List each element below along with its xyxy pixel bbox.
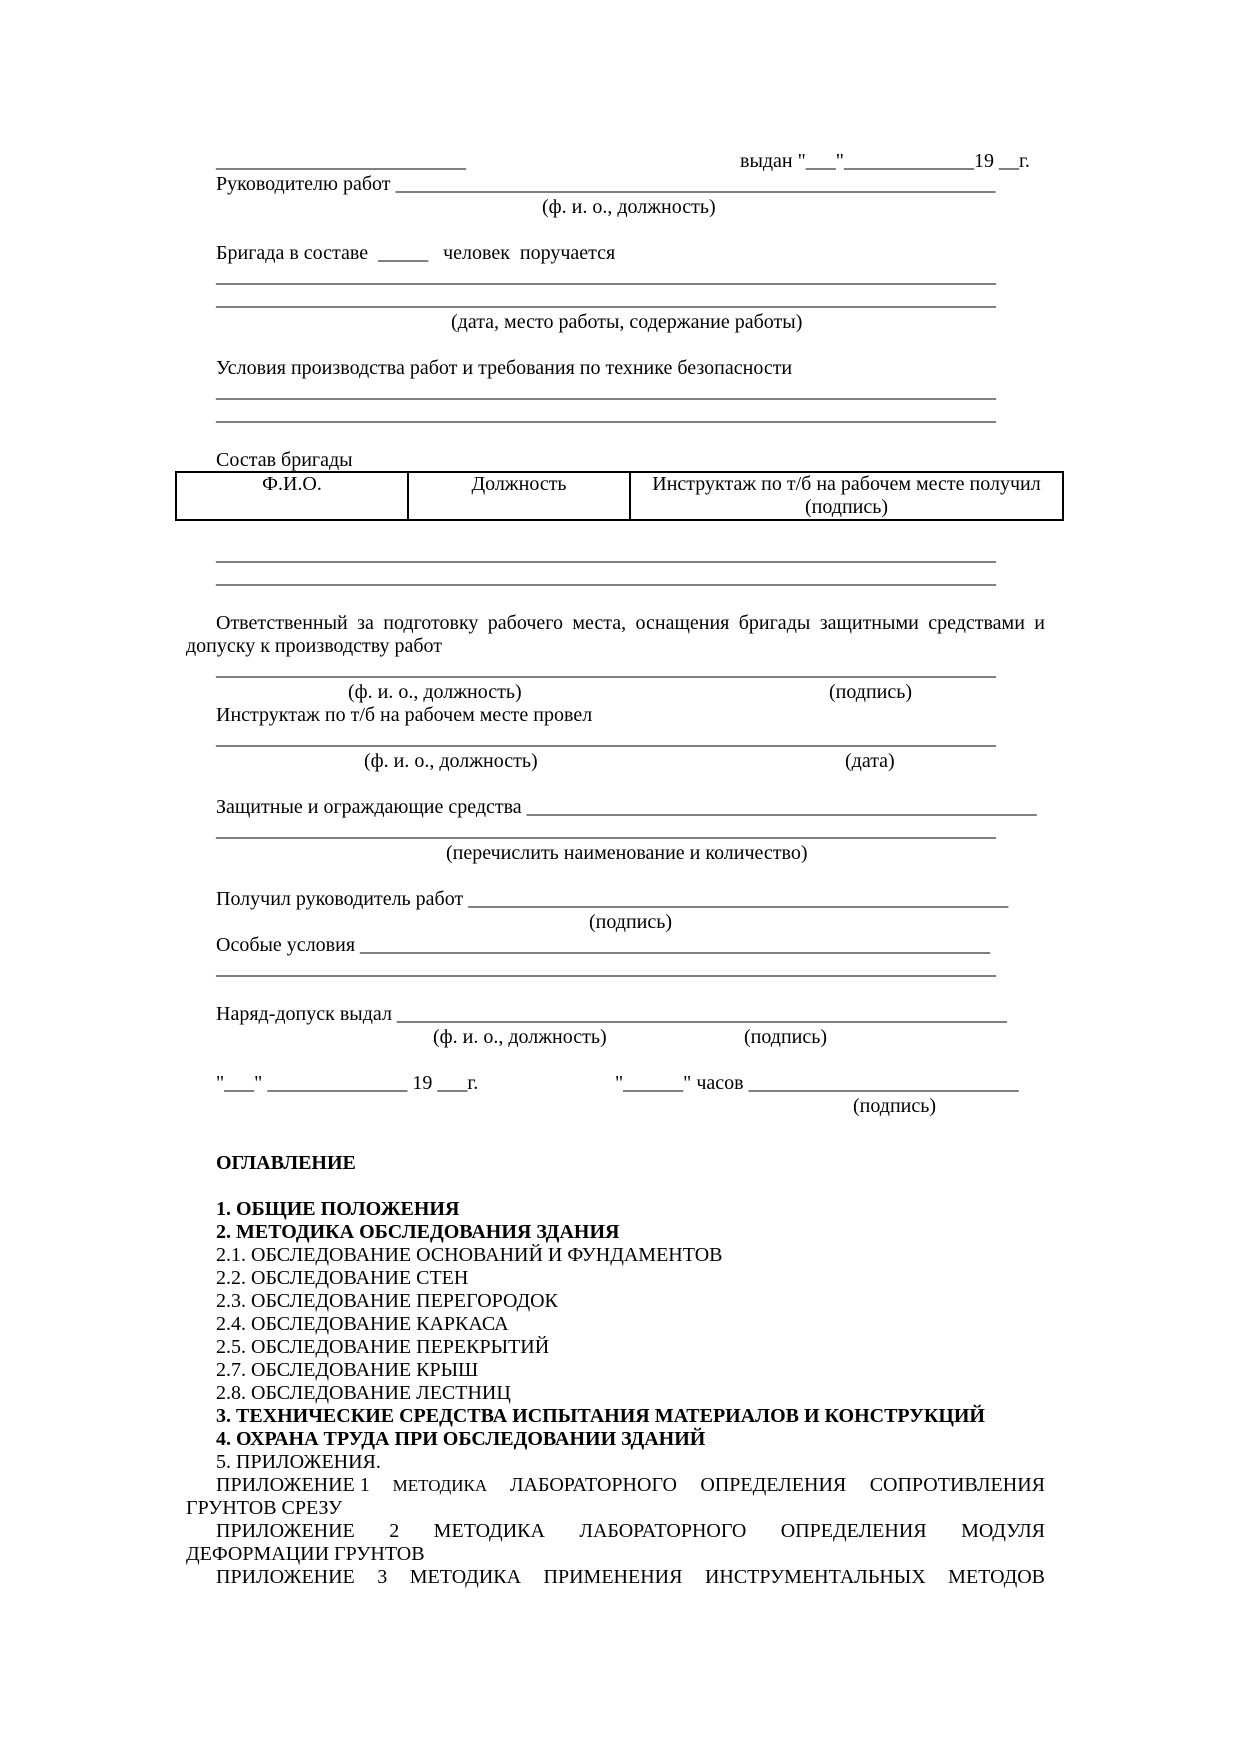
briefing-label: Инструктаж по т/б на рабочем месте провел (216, 704, 593, 726)
toc-item: 4. ОХРАНА ТРУДА ПРИ ОБСЛЕДОВАНИИ ЗДАНИЙ (216, 1428, 706, 1450)
toc-item: 2.5. ОБСЛЕДОВАНИЕ ПЕРЕКРЫТИЙ (216, 1336, 550, 1358)
received-line: Получил руководитель работ ______________________________________________________ (216, 888, 1009, 910)
conditions-label: Условия производства работ и требования по технике безопасности (216, 357, 793, 379)
issued-date-line: выдан "___"_____________19 __г. (740, 150, 1030, 172)
toc-appendix-2: ПРИЛОЖЕНИЕ 2 МЕТОДИКА ЛАБОРАТОРНОГО ОПРЕДЕЛЕНИЯ МОДУЛЯ (216, 1520, 1045, 1542)
date-line: "___" ______________ 19 ___г. (216, 1072, 479, 1094)
blank-line: ______________________________________________________________________________ (216, 658, 996, 680)
blank-line: ______________________________________________________________________________ (216, 727, 996, 749)
toc-item: 2.1. ОБСЛЕДОВАНИЕ ОСНОВАНИЙ И ФУНДАМЕНТОВ (216, 1244, 723, 1266)
table-header-fio: Ф.И.О. (176, 472, 408, 520)
toc-item: 5. ПРИЛОЖЕНИЯ. (216, 1451, 381, 1473)
special-conditions-line: Особые условия _______________________________________________________________ (216, 934, 991, 956)
responsible-text-cont: допуску к производству работ (186, 635, 443, 657)
responsible-text: Ответственный за подготовку рабочего места, оснащения бригады защитными средствами и (216, 612, 1045, 634)
crew-size-line: Бригада в составе _____ человек поручается (216, 242, 616, 264)
toc-appendix-1 (216, 1474, 1045, 1497)
toc-appendix-1-cont: ГРУНТОВ СРЕЗУ (186, 1497, 343, 1519)
caption-fio-position: (ф. и. о., должность) (542, 196, 716, 218)
caption-signature: (подпись) (829, 681, 913, 703)
blank-line: ______________________________________________________________________________ (216, 819, 996, 841)
caption-list: (перечислить наименование и количество) (446, 842, 808, 864)
caption-fio-position: (ф. и. о., должность) (348, 681, 522, 703)
crew-composition-label: Состав бригады (216, 449, 353, 471)
caption-signature: (подпись) (744, 1026, 828, 1048)
toc-appendix-2-cont: ДЕФОРМАЦИИ ГРУНТОВ (186, 1543, 425, 1565)
caption-signature: (подпись) (589, 911, 673, 933)
toc-appendix-1-label: ПРИЛОЖЕНИЕ 1 (216, 1474, 370, 1496)
toc-item: 2.2. ОБСЛЕДОВАНИЕ СТЕН (216, 1267, 469, 1289)
blank-line: ______________________________________________________________________________ (216, 380, 996, 402)
toc-item: 2.4. ОБСЛЕДОВАНИЕ КАРКАСА (216, 1313, 509, 1335)
blank-line: ______________________________________________________________________________ (216, 288, 996, 310)
blank-line: ______________________________________________________________________________ (216, 403, 996, 425)
blank-line: ______________________________________________________________________________ (216, 265, 996, 287)
blank-line: ______________________________________________________________________________ (216, 566, 996, 588)
table-row (176, 472, 1063, 520)
work-manager-line: Руководителю работ ____________________________________________________________ (216, 173, 996, 195)
toc-appendix-1-title: ЛАБОРАТОРНОГО ОПРЕДЕЛЕНИЯ СОПРОТИВЛЕНИЯ (509, 1474, 1045, 1496)
blank-line: ______________________________________________________________________________ (216, 543, 996, 565)
toc-item: 2.3. ОБСЛЕДОВАНИЕ ПЕРЕГОРОДОК (216, 1290, 558, 1312)
caption-fio-position: (ф. и. о., должность) (364, 750, 538, 772)
issued-by-line: Наряд-допуск выдал _____________________________________________________________ (216, 1003, 1007, 1025)
caption-date-place-content: (дата, место работы, содержание работы) (451, 311, 803, 333)
caption-signature: (подпись) (853, 1095, 937, 1117)
blank-line: ______________________________________________________________________________ (216, 957, 996, 979)
toc-item: 2.7. ОБСЛЕДОВАНИЕ КРЫШ (216, 1359, 479, 1381)
hours-line: "______" часов ___________________________ (615, 1072, 1019, 1094)
caption-fio-position: (ф. и. о., должность) (433, 1026, 607, 1048)
toc-item: 1. ОБЩИЕ ПОЛОЖЕНИЯ (216, 1198, 460, 1220)
table-header-briefing: Инструктаж по т/б на рабочем месте получил (подпись) (630, 472, 1063, 520)
caption-date: (дата) (845, 750, 895, 772)
toc-title: ОГЛАВЛЕНИЕ (216, 1152, 356, 1174)
toc-item: 2.8. ОБСЛЕДОВАНИЕ ЛЕСТНИЦ (216, 1382, 511, 1404)
toc-item: 2. МЕТОДИКА ОБСЛЕДОВАНИЯ ЗДАНИЯ (216, 1221, 620, 1243)
toc-item: 3. ТЕХНИЧЕСКИЕ СРЕДСТВА ИСПЫТАНИЯ МАТЕРИАЛОВ И КОНСТРУКЦИЙ (216, 1405, 985, 1427)
table-header-position: Должность (408, 472, 630, 520)
toc-appendix-3: ПРИЛОЖЕНИЕ 3 МЕТОДИКА ПРИМЕНЕНИЯ ИНСТРУМЕНТАЛЬНЫХ МЕТОДОВ (216, 1566, 1045, 1588)
toc-appendix-1-method: МЕТОДИКА (392, 1476, 488, 1495)
header-blank: _________________________ (216, 150, 466, 172)
protective-means-line: Защитные и ограждающие средства ___________________________________________________ (216, 796, 1037, 818)
crew-table (175, 471, 1064, 521)
